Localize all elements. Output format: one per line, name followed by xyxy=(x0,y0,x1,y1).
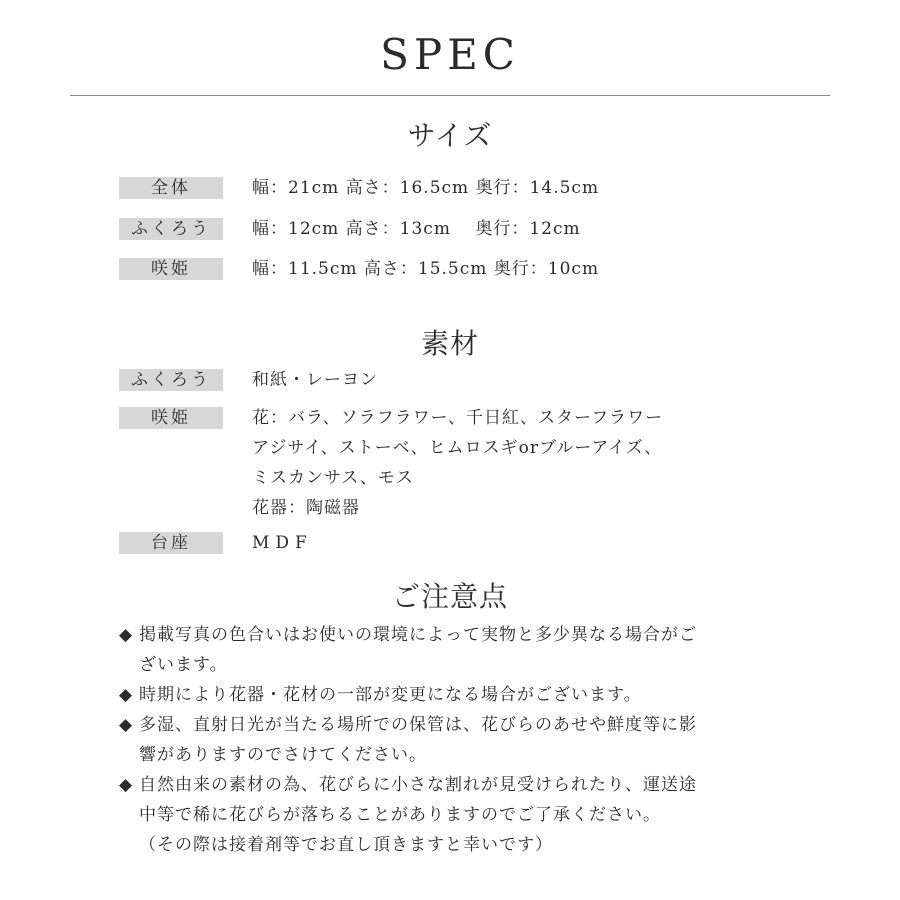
material-heading: 素材 xyxy=(420,327,479,360)
notes-list xyxy=(119,620,799,860)
material-row-base xyxy=(119,532,313,558)
diamond-bullet-icon: ◆ xyxy=(119,685,134,705)
size-row-owl xyxy=(119,218,581,244)
material-value-sakihime xyxy=(252,403,663,523)
notes-heading: ご注意点 xyxy=(391,580,508,613)
size-value-owl: 幅：12cm 高さ：13cm 奥行：12cm xyxy=(252,219,581,239)
size-row-sakihime xyxy=(119,258,599,284)
note-line: 時期により花器・花材の一部が変更になる場合がございます。 xyxy=(139,685,642,705)
size-row-overall xyxy=(119,177,599,203)
material-label-sakihime: 咲姫 xyxy=(119,407,223,429)
note-item xyxy=(119,680,799,710)
note-extra: （その際は接着剤等でお直し頂きますと幸いです） xyxy=(139,835,553,855)
title-divider xyxy=(70,95,830,96)
note-item xyxy=(119,710,799,770)
size-label-sakihime: 咲姫 xyxy=(119,258,223,280)
diamond-bullet-icon: ◆ xyxy=(119,625,134,645)
material-value-owl xyxy=(252,365,378,395)
note-line: 多湿、直射日光が当たる場所での保管は、花びらのあせや鮮度等に影 xyxy=(139,715,697,735)
note-line: ざいます。 xyxy=(139,655,228,675)
material-row-sakihime xyxy=(119,407,663,523)
material-line: 和紙・レーヨン xyxy=(252,370,378,390)
material-line: ミスカンサス、モス xyxy=(252,468,414,488)
note-line: 中等で稀に花びらが落ちることがありますのでご了承ください。 xyxy=(139,805,661,825)
material-line: 花：バラ、ソラフラワー、千日紅、スターフラワー xyxy=(252,408,664,428)
note-line: 響がありますのでさけてください。 xyxy=(139,745,427,765)
material-label-base: 台座 xyxy=(119,532,223,554)
page-title: SPEC xyxy=(380,30,520,79)
diamond-bullet-icon: ◆ xyxy=(119,715,134,735)
diamond-bullet-icon: ◆ xyxy=(119,775,134,795)
material-line: 花器：陶磁器 xyxy=(252,498,360,518)
note-line: 掲載写真の色合いはお使いの環境によって実物と多少異なる場合がご xyxy=(139,625,697,645)
note-item xyxy=(119,620,799,680)
material-value-base xyxy=(252,528,313,558)
material-line: MDF xyxy=(252,533,313,553)
size-value-sakihime: 幅：11.5cm 高さ：15.5cm 奥行：10cm xyxy=(252,259,600,279)
material-row-owl xyxy=(119,369,378,395)
size-label-overall: 全体 xyxy=(119,177,223,199)
size-value-overall: 幅：21cm 高さ：16.5cm 奥行：14.5cm xyxy=(252,178,600,198)
note-item xyxy=(119,770,799,830)
material-line: アジサイ、ストーベ、ヒムロスギorブルーアイズ、 xyxy=(252,438,663,458)
note-line: 自然由来の素材の為、花びらに小さな割れが見受けられたり、運送途 xyxy=(139,775,697,795)
size-label-owl: ふくろう xyxy=(119,218,223,240)
material-label-owl: ふくろう xyxy=(119,369,223,391)
size-heading: サイズ xyxy=(407,119,493,152)
